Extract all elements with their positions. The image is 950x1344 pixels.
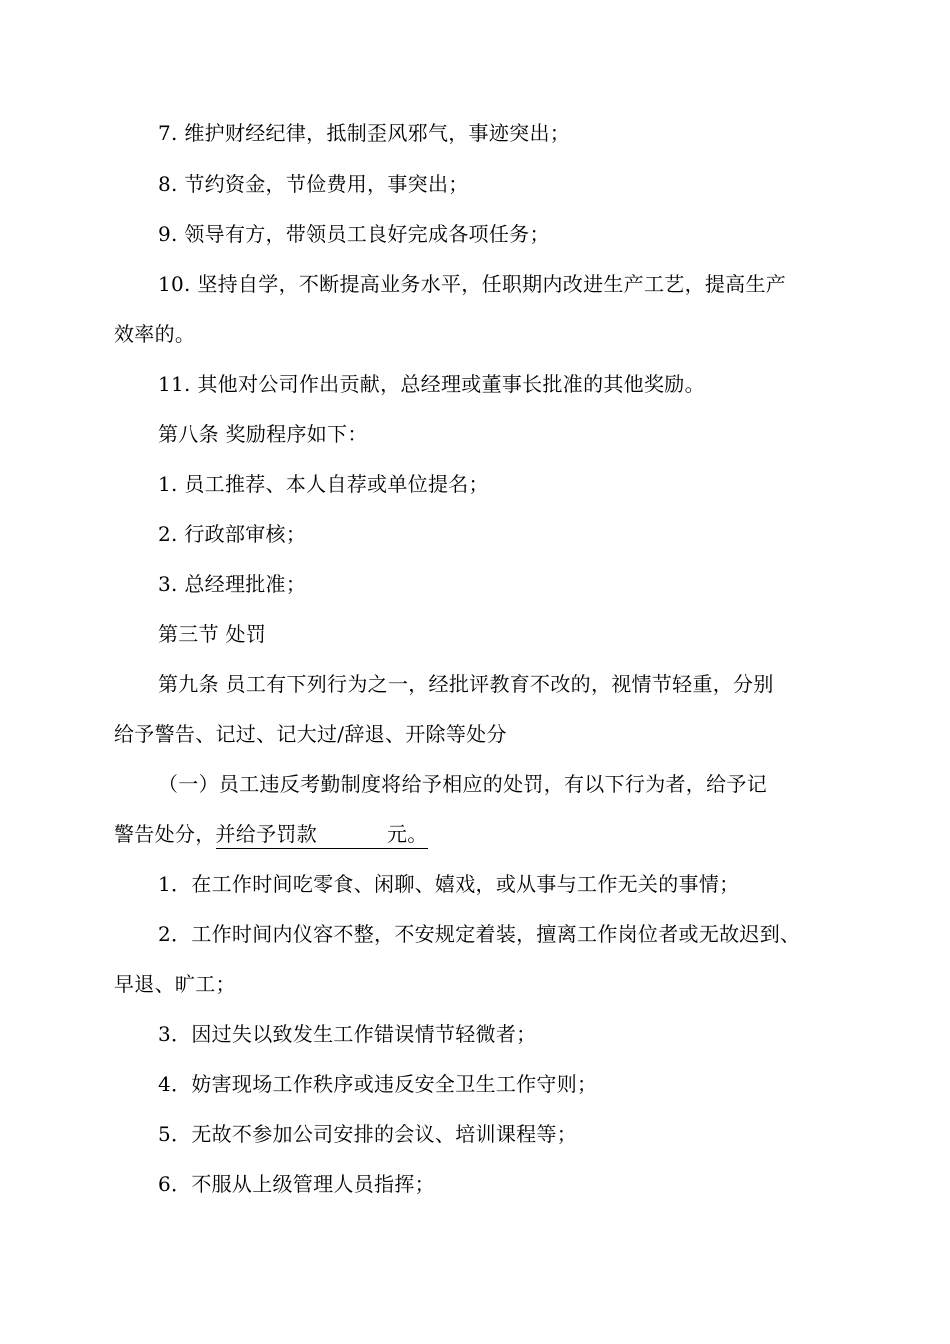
item-7: 7. 维护财经纪律，抵制歪风邪气，事迹突出； — [158, 121, 571, 145]
article-9-line-2: 给予警告、记过、记大过/辞退、开除等处分 — [114, 722, 507, 746]
article-8-step-2: 2. 行政部审核； — [158, 522, 307, 546]
article-8-step-1: 1. 员工推荐、本人自荐或单位提名； — [158, 472, 489, 496]
fine-label: 并给予罚款 — [215, 822, 317, 846]
item-9: 9. 领导有方，带领员工良好完成各项任务； — [158, 222, 550, 246]
sub-1-line-1: （一）员工违反考勤制度将给予相应的处罚，有以下行为者，给予记 — [158, 772, 767, 796]
item-10-line-2: 效率的。 — [114, 322, 196, 346]
article-8-title: 第八条 奖励程序如下： — [158, 422, 368, 446]
article-8-step-3: 3. 总经理批准； — [158, 572, 307, 596]
violation-3: 3．因过失以致发生工作错误情节轻微者； — [158, 1022, 537, 1046]
violation-2-line-2: 早退、旷工； — [114, 972, 236, 996]
violation-6: 6．不服从上级管理人员指挥； — [158, 1172, 435, 1196]
item-8: 8. 节约资金，节俭费用，事突出； — [158, 172, 469, 196]
violation-1: 1．在工作时间吃零食、闲聊、嬉戏，或从事与工作无关的事情； — [158, 872, 740, 896]
violation-4: 4．妨害现场工作秩序或违反安全卫生工作守则； — [158, 1072, 598, 1096]
section-3-title: 第三节 处罚 — [158, 622, 267, 646]
sub-1-prefix: 警告处分， — [114, 822, 216, 846]
item-11: 11. 其他对公司作出贡献，总经理或董事长批准的其他奖励。 — [158, 372, 705, 396]
article-9-line-1: 第九条 员工有下列行为之一，经批评教育不改的，视情节轻重，分别 — [158, 672, 774, 696]
violation-5: 5．无故不参加公司安排的会议、培训课程等； — [158, 1122, 578, 1146]
fine-unit: 元。 — [387, 822, 428, 846]
fine-amount-blank — [216, 822, 428, 849]
violation-2-line-1: 2．工作时间内仪容不整，不安规定着装，擅离工作岗位者或无故迟到、 — [158, 922, 801, 946]
item-10-line-1: 10. 坚持自学，不断提高业务水平，任职期内改进生产工艺，提高生产 — [158, 272, 787, 296]
sub-1-line-2 — [114, 820, 428, 848]
